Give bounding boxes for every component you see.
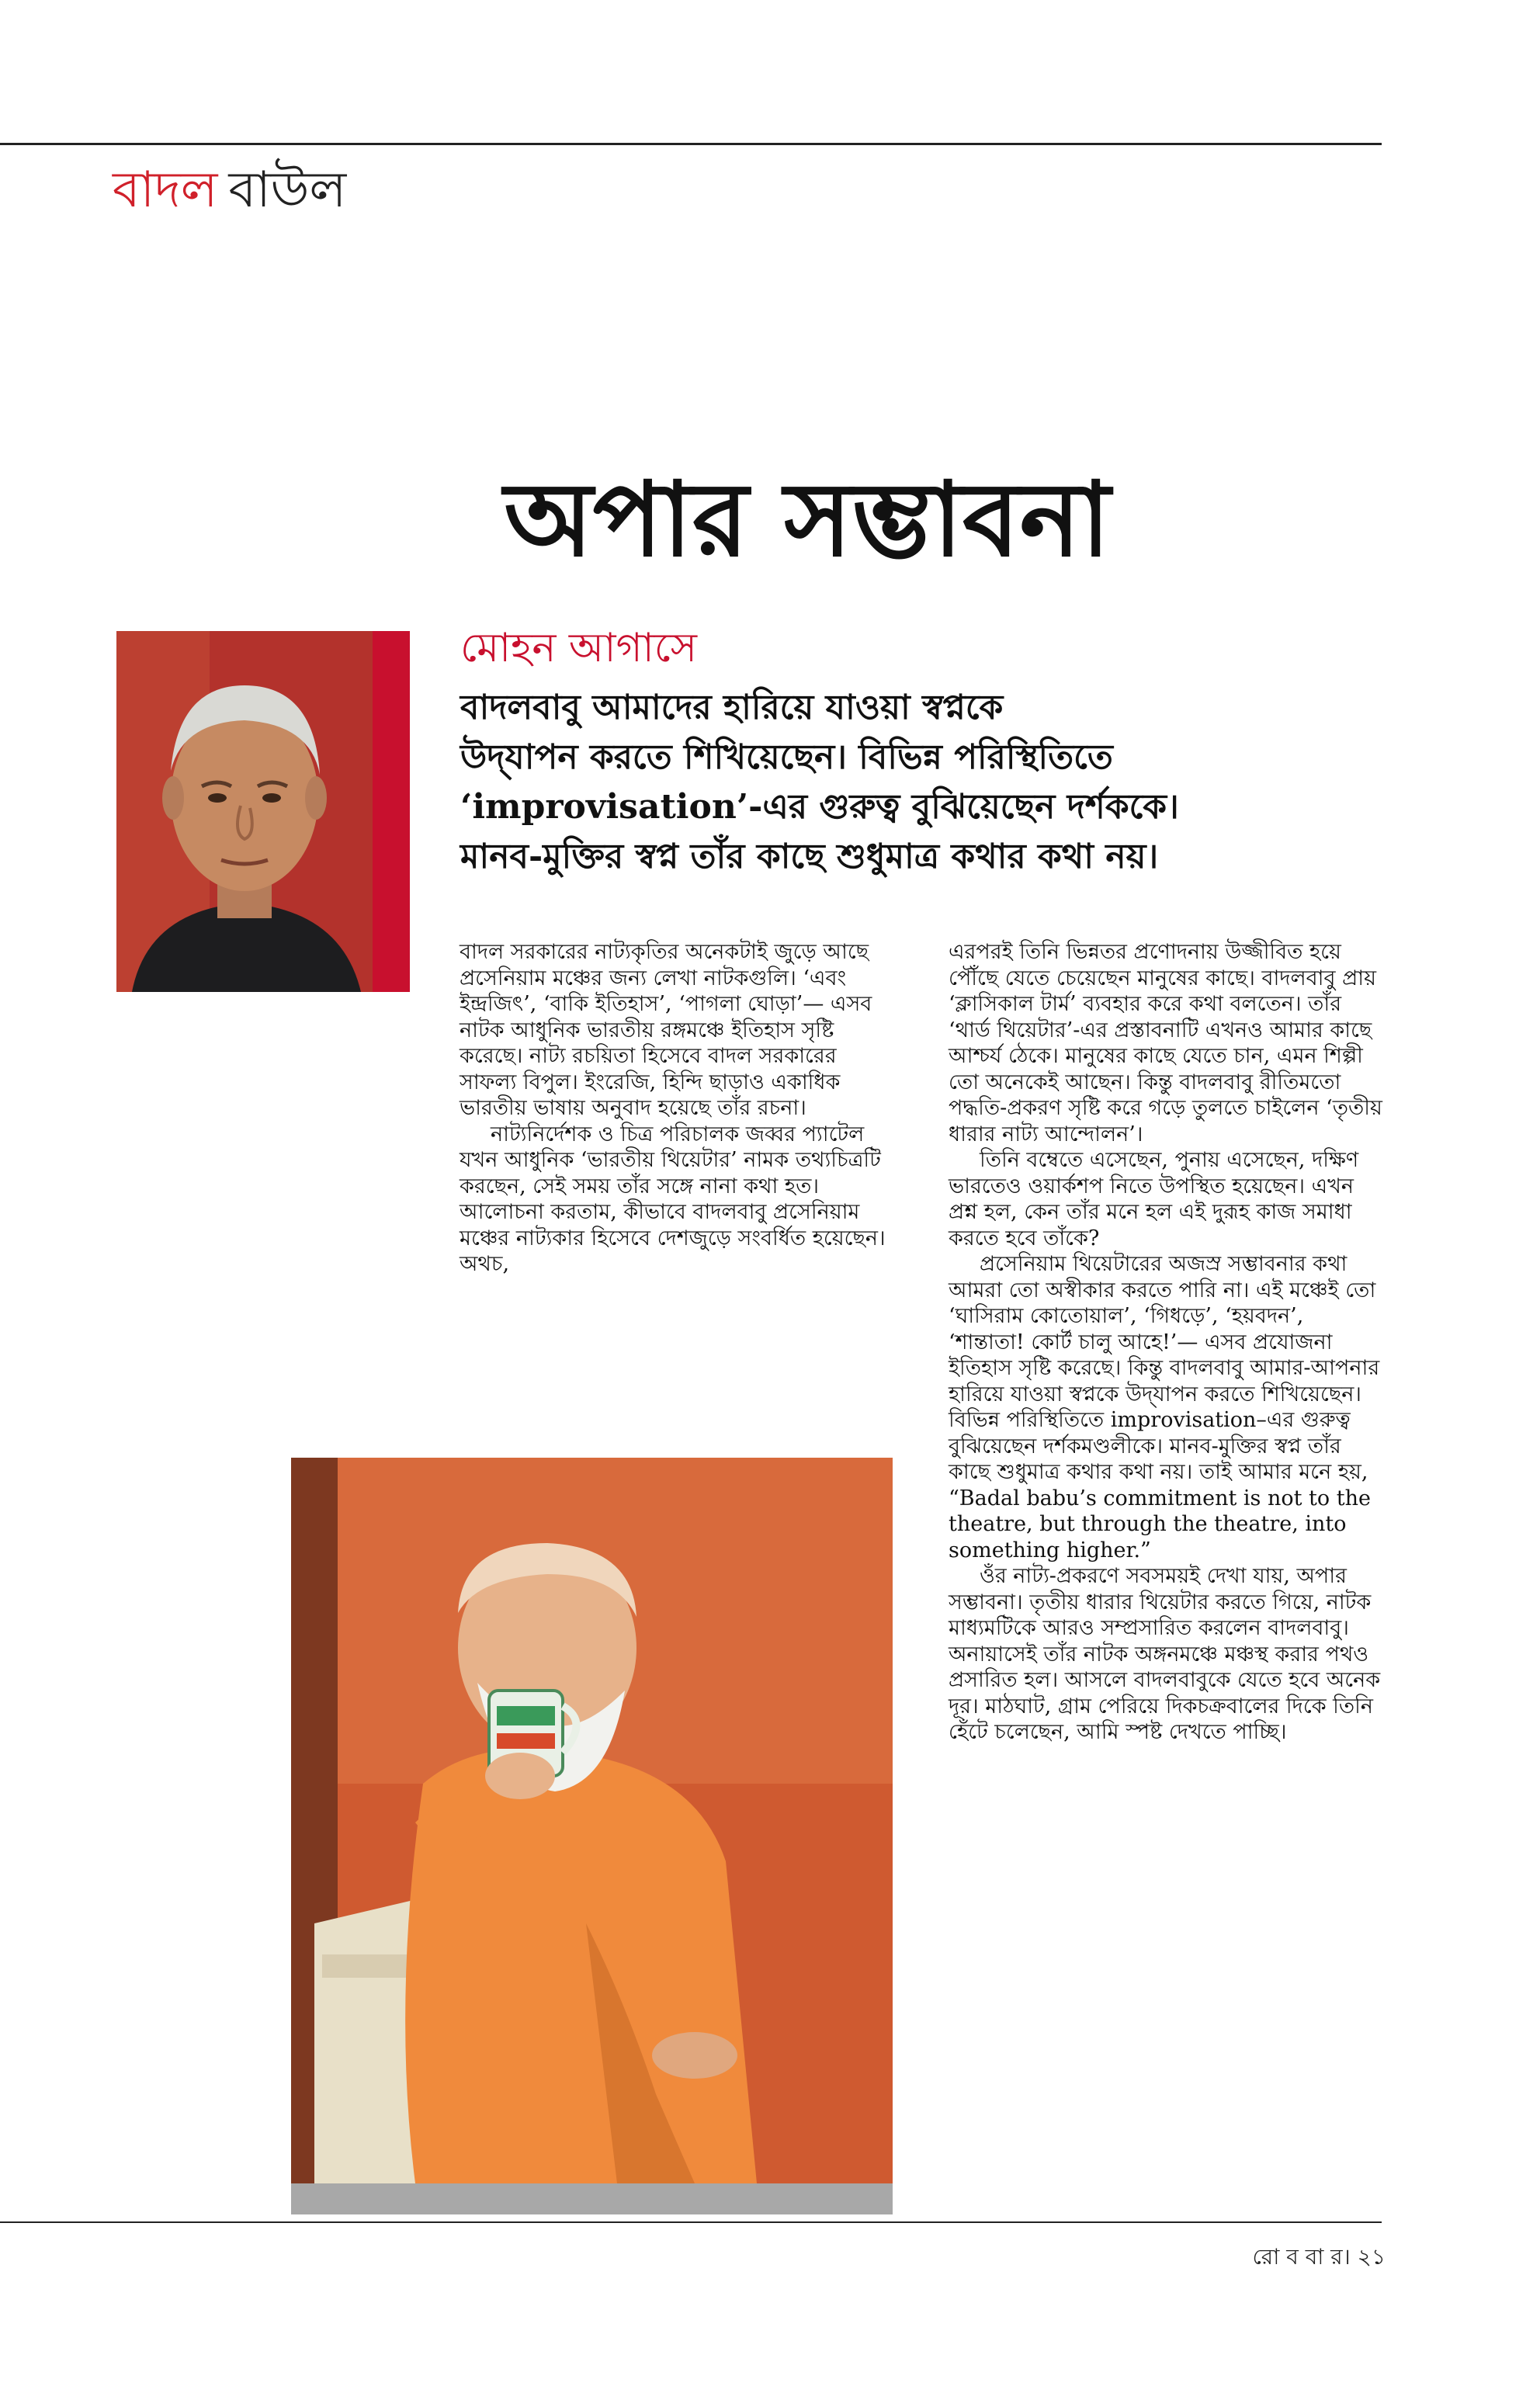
body-paragraph: নাট্যনির্দেশক ও চিত্র পরিচালক জব্বর প্যাটেল যখন আধুনিক ‘ভারতীয় থিয়েটার’ নামক তথ্যচিত্রটি করছেন, সেই সময় তাঁর সঙ্গে নানা কথা হত। আলোচনা করতাম, কীভাবে বাদলবাবু প্রসেনিয়াম মঞ্চের নাট্যকার হিসেবে দেশজুড়ে সংবর্ধিত হয়েছেন। অথচ, (460, 1122, 886, 1276)
byline: মোহন আগাসে (460, 625, 697, 671)
photo-illustration (291, 1458, 893, 2183)
bottom-rule (0, 2221, 1382, 2223)
body-paragraph: এরপরই তিনি ভিন্নতর প্রণোদনায় উজ্জীবিত হয়ে পৌঁছে যেতে চেয়েছেন মানুষের কাছে। বাদলবাবু প্রায় ‘ক্লাসিকাল টার্ম’ ব্যবহার করে কথা বলতেন। তাঁর ‘থার্ড থিয়েটার’-এর প্রস্তাবনাটি এখনও আমার কাছে আশ্চর্য ঠেকে। মানুষের কাছে যেতে চান, এমন শিল্পী তো অনেকেই আছেন। কিন্তু বাদলবাবু রীতিমতো পদ্ধতি-প্রকরণ সৃষ্টি করে গড়ে তুলতে চাইলেন ‘তৃতীয় ধারার নাট্য আন্দোলন’। (949, 940, 1382, 1146)
section-label (113, 159, 346, 221)
standfirst-line: বাদলবাবু আমাদের হারিয়ে যাওয়া স্বপ্নকে (460, 688, 1004, 727)
author-portrait (116, 631, 373, 992)
body-paragraph: ওঁর নাট্য-প্রকরণে সবসময়ই দেখা যায়, অপার সম্ভাবনা। তৃতীয় ধারার থিয়েটার করতে গিয়ে, নাটক মাধ্যমটিকে আরও সম্প্রসারিত করলেন বাদলবাবু। অনায়াসেই তাঁর নাটক অঙ্গনমঞ্চে মঞ্চস্থ করার পথও প্রসারিত হল। আসলে বাদলবাবুকে যেতে হবে অনেক দূর। মাঠঘাট, গ্রাম পেরিয়ে দিকচক্রবালের দিকে তিনি হেঁটে চলেছেন, আমি স্পষ্ট দেখতে পাচ্ছি। (949, 1564, 1381, 1744)
section-label-red: বাদল (113, 161, 218, 219)
body-column-left (460, 939, 894, 1278)
standfirst-line: ‘improvisation’-এর গুরুত্ব বুঝিয়েছেন দর্শককে। (460, 787, 1179, 827)
body-paragraph: বাদল সরকারের নাট্যকৃতির অনেকটাই জুড়ে আছে প্রসেনিয়াম মঞ্চের জন্য লেখা নাটকগুলি। ‘এবং ইন্দ্রজিৎ’, ‘বাকি ইতিহাস’, ‘পাগলা ঘোড়া’— এসব নাটক আধুনিক ভারতীয় রঙ্গমঞ্চে ইতিহাস সৃষ্টি করেছে। নাট্য রচয়িতা হিসেবে বাদল সরকারের সাফল্য বিপুল। ইংরেজি, হিন্দি ছাড়াও একাধিক ভারতীয় ভাষায় অনুবাদ হয়েছে তাঁর রচনা। (460, 940, 872, 1120)
standfirst (460, 683, 1376, 882)
headline: অপার সম্ভাবনা (504, 460, 1111, 580)
body-paragraph: তিনি বম্বেতে এসেছেন, পুনায় এসেছেন, দক্ষিণ ভারতেও ওয়ার্কশপ নিতে উপস্থিত হয়েছেন। এখন প্রশ্ন হল, কেন তাঁর মনে হল এই দুরূহ কাজ সমাধা করতে হবে তাঁকে? (949, 1148, 1359, 1250)
portrait-illustration (116, 631, 373, 992)
top-rule (0, 143, 1382, 145)
standfirst-line: উদ্‌যাপন করতে শিখিয়েছেন। বিভিন্ন পরিস্থিতিতে (460, 737, 1113, 777)
page-folio: রো ব বা র। ২১ (1252, 2244, 1386, 2270)
body-paragraph: প্রসেনিয়াম থিয়েটারের অজস্র সম্ভাবনার কথা আমরা তো অস্বীকার করতে পারি না। এই মঞ্চেই তো ‘ঘাসিরাম কোতোয়াল’, ‘গিধড়ে’, ‘হয়বদন’, ‘শান্তাতা! কোর্ট চালু আহে!’— এসব প্রযোজনা ইতিহাস সৃষ্টি করেছে। কিন্তু বাদলবাবু আমার-আপনার হারিয়ে যাওয়া স্বপ্নকে উদ্‌যাপন করতে শিখিয়েছেন। বিভিন্ন পরিস্থিতিতে improvisation–এর গুরুত্ব বুঝিয়েছেন দর্শকমণ্ডলীকে। মানব-মুক্তির স্বপ্ন তাঁর কাছে শুধুমাত্র কথার কথা নয়। তাই আমার মনে হয়, “Badal babu’s commitment is not to the theatre, but through the theatre, into something higher.” (949, 1252, 1380, 1562)
section-label-black: বাউল (228, 161, 347, 219)
photo-base-strip (291, 2183, 893, 2214)
main-photo (291, 1458, 893, 2183)
standfirst-line: মানব-মুক্তির স্বপ্ন তাঁর কাছে শুধুমাত্র কথার কথা নয়। (460, 837, 1159, 876)
body-column-right (949, 939, 1383, 1746)
portrait-red-bar (373, 631, 410, 992)
